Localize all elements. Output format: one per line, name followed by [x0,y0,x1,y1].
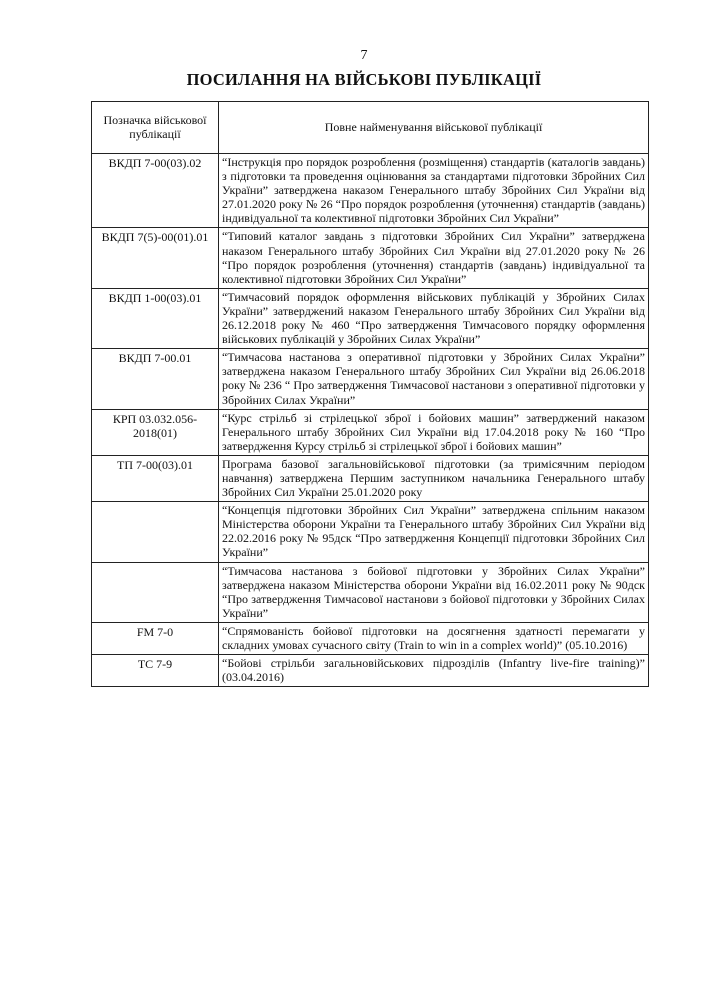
page-number: 7 [360,48,368,63]
publication-full-name: “Типовий каталог завдань з підготовки Збройних Сил України” затверджена наказом Генерального штабу Збройних Сил України від 27.01.2020 року № 26 “Про порядок розроблення (уточнення) стандартів (завдань) індивідуальної та колективної підготовки Збройних Сил України” [219,228,649,288]
publication-code: FM 7-0 [92,622,219,654]
publication-code: ВКДП 7(5)-00(01).01 [92,228,219,288]
publication-code: КРП 03.032.056-2018(01) [92,409,219,455]
table-row [92,502,649,562]
header-publication-full-name: Повне найменування військової публікації [219,102,649,154]
table-header-row [92,102,649,154]
publication-full-name: “Тимчасовий порядок оформлення військових публікацій у Збройних Силах України” затверджений наказом Генерального штабу Збройних Сил України від 26.12.2018 року № 460 “Про затвердження Тимчасового порядку оформлення військових публікацій у Збройних Силах України” [219,288,649,348]
publication-code: ТП 7-00(03).01 [92,455,219,501]
publication-full-name: “Курс стрільб зі стрілецької зброї і бойових машин” затверджений наказом Генерального штабу Збройних Сил України від 17.04.2018 року № 160 “Про затвердження Курсу стрільб зі стрілецької зброї і бойових машин” [219,409,649,455]
publication-full-name: “Спрямованість бойової підготовки на досягнення здатності перемагати у складних умовах сучасного світу (Train to win in a complex world)” (05.10.2016) [219,622,649,654]
table-row [92,562,649,622]
publication-code: ВКДП 1-00(03).01 [92,288,219,348]
table-row [92,288,649,348]
table-row [92,622,649,654]
publication-code [92,502,219,562]
publications-table [91,101,649,687]
table-row [92,655,649,687]
publication-full-name: “Інструкція про порядок розроблення (розміщення) стандартів (каталогів завдань) з підготовки та проведення оцінювання за стандартами підготовки Збройних Сил України” затверджена наказом Генерального штабу Збройних Сил України від 27.01.2020 року № 26 “Про порядок розроблення (уточнення) стандартів (завдань) індивідуальної та колективної підготовки Збройних Сил України” [219,154,649,228]
publication-code: ВКДП 7-00.01 [92,349,219,409]
publication-full-name: “Тимчасова настанова з бойової підготовки у Збройних Силах України” затверджена наказом Міністерства оборони України від 16.02.2011 року № 90дск “Про затвердження Тимчасової настанови з бойової підготовки у Збройних Силах України” [219,562,649,622]
table-row [92,455,649,501]
table-row [92,228,649,288]
header-publication-code: Позначка військової публікації [92,102,219,154]
table-row [92,409,649,455]
publication-full-name: “Тимчасова настанова з оперативної підготовки у Збройних Силах України” затверджена наказом Генерального штабу Збройних Сил України від 26.06.2018 року № 236 “ Про затвердження Тимчасової настанови з оперативної підготовки у Збройних Силах України” [219,349,649,409]
publication-full-name: “Концепція підготовки Збройних Сил України” затверджена спільним наказом Міністерства оборони України та Генерального штабу Збройних Сил України від 22.02.2016 року № 95дск “Про затвердження Концепції підготовки Збройних Сил України” [219,502,649,562]
page-title: ПОСИЛАННЯ НА ВІЙСЬКОВІ ПУБЛІКАЦІЇ [186,70,542,89]
table-row [92,154,649,228]
publication-full-name: “Бойові стрільби загальновійськових підрозділів (Infantry live-fire training)” (03.04.2016) [219,655,649,687]
table-row [92,349,649,409]
publication-full-name: Програма базової загальновійськової підготовки (за тримісячним періодом навчання) затверджена Першим заступником начальника Генерального штабу Збройних Сил України 25.01.2020 року [219,455,649,501]
publication-code: ВКДП 7-00(03).02 [92,154,219,228]
publication-code [92,562,219,622]
publication-code: TC 7-9 [92,655,219,687]
